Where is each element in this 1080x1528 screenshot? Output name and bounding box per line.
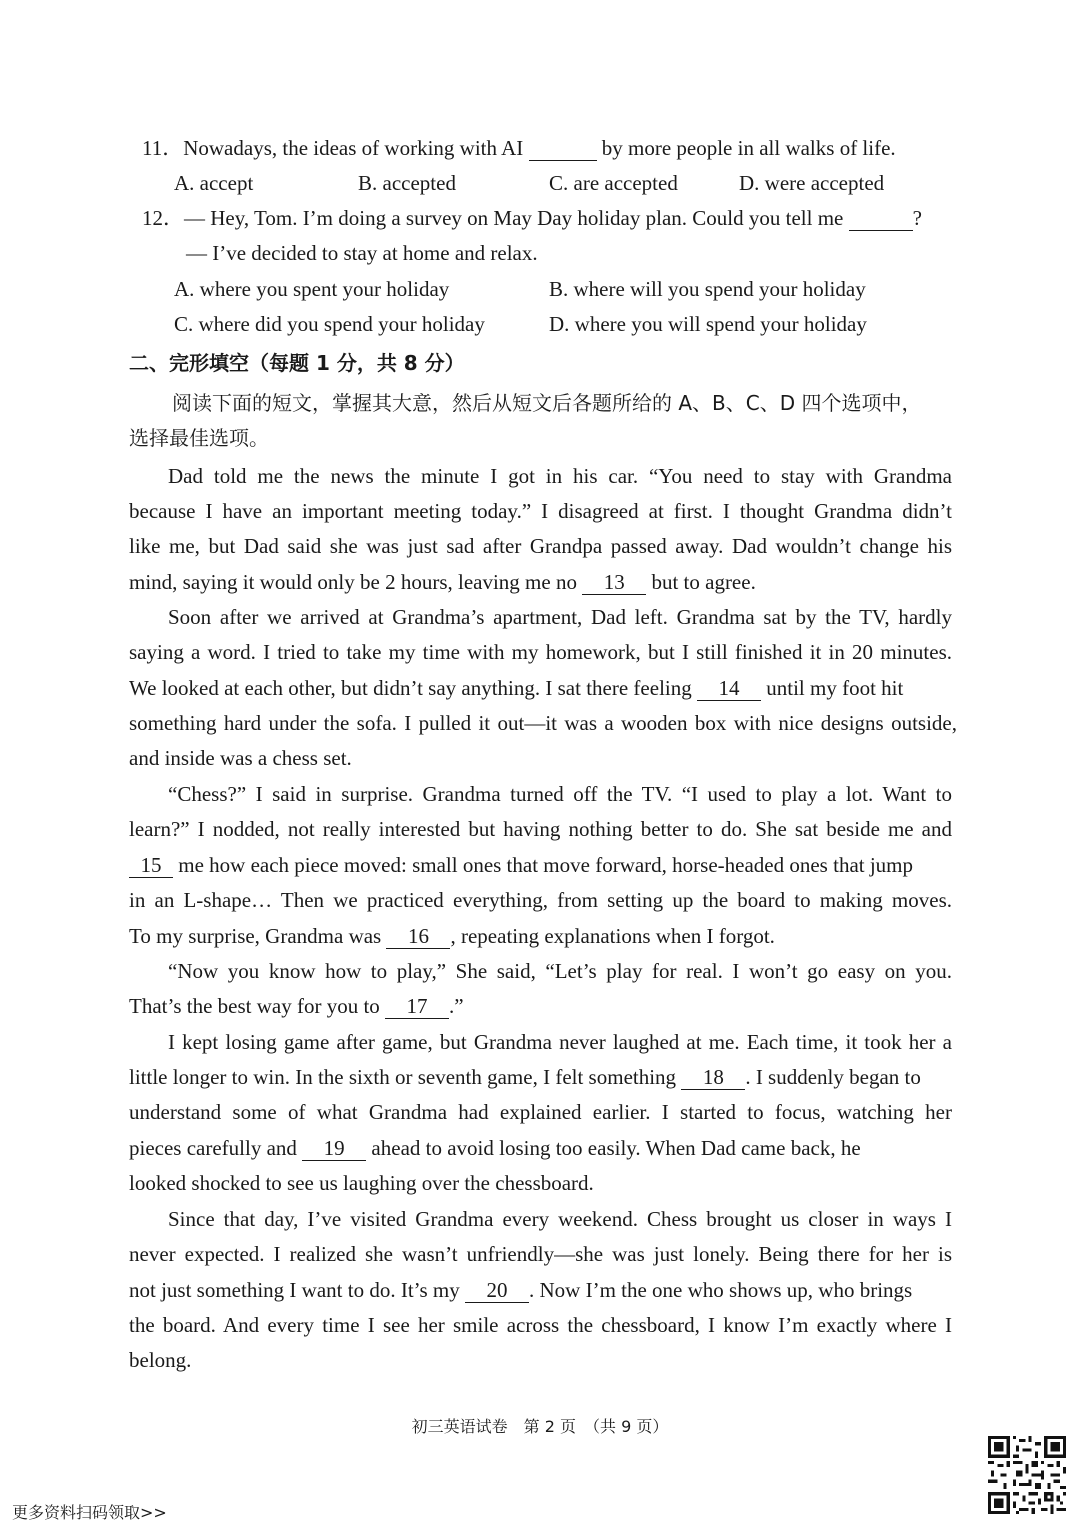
passage-text: , repeating explanations when I forgot. — [450, 924, 775, 948]
blank-19: 19 — [302, 1136, 366, 1161]
passage-line: understand some of what Grandma had explained earlier. I started to focus, watching her — [129, 1100, 952, 1124]
promo-link[interactable]: 更多资料扫码领取>> — [12, 1503, 167, 1522]
passage-line: like me, but Dad said she was just sad after Grandpa passed away. Dad wouldn’t change his — [129, 534, 952, 558]
passage-line: belong. — [129, 1348, 192, 1372]
page-footer: 初三英语试卷 第 2 页 （共 9 页） — [411, 1417, 669, 1436]
q11-stem-after: by more people in all walks of life. — [601, 136, 896, 160]
passage-text: mind, saying it would only be 2 hours, leaving me no — [129, 570, 577, 594]
passage-text: me how each piece moved: small ones that move forward, horse-headed ones that jump — [178, 853, 914, 877]
q12-option-b: B. where will you spend your holiday — [549, 277, 866, 301]
blank-20: 20 — [465, 1278, 529, 1303]
passage-line: because I have an important meeting today.” I disagreed at first. I thought Grandma didn’t — [129, 499, 952, 523]
q11-blank — [529, 136, 597, 161]
passage-line: never expected. I realized she wasn’t unfriendly—she was just lonely. Being there for her is — [129, 1242, 952, 1266]
blank-17: 17 — [385, 994, 449, 1019]
passage-line: Dad told me the news the minute I got in his car. “You need to stay with Grandma — [168, 464, 952, 488]
passage-line — [129, 1063, 921, 1091]
q12-blank — [849, 206, 913, 231]
q12-stem-after: ? — [912, 206, 922, 230]
section-title: 二、完形填空（每题 1 分，共 8 分） — [129, 351, 465, 375]
passage-line: Since that day, I’ve visited Grandma every weekend. Chess brought us closer in ways I — [168, 1207, 952, 1231]
passage-line — [129, 674, 903, 702]
passage-line — [129, 851, 913, 879]
q12-stem — [142, 204, 922, 232]
passage-text: but to agree. — [651, 570, 756, 594]
passage-line: something hard under the sofa. I pulled it out—it was a wooden box with nice designs outside, — [129, 711, 957, 735]
passage-text: That’s the best way for you to — [129, 994, 380, 1018]
passage-line: in an L-shape… Then we practiced everything, from setting up the board to making moves. — [129, 888, 952, 912]
passage-line: “Now you know how to play,” She said, “Let’s play for real. I won’t go easy on you. — [168, 959, 952, 983]
passage-line: and inside was a chess set. — [129, 746, 352, 770]
passage-line: saying a word. I tried to take my time with my homework, but I still finished it in 20 minutes. — [129, 640, 952, 664]
passage-text: until my foot hit — [766, 676, 904, 700]
passage-line: Soon after we arrived at Grandma’s apartment, Dad left. Grandma sat by the TV, hardly — [168, 605, 952, 629]
passage-text: . I suddenly began to — [745, 1065, 921, 1089]
passage-text: little longer to win. In the sixth or seventh game, I felt something — [129, 1065, 677, 1089]
qr-code-icon[interactable] — [988, 1436, 1066, 1514]
passage-line: the board. And every time I see her smile across the chessboard, I know I’m exactly where I — [129, 1313, 952, 1337]
passage-text: pieces carefully and — [129, 1136, 297, 1160]
blank-13: 13 — [582, 570, 646, 595]
blank-14: 14 — [697, 676, 761, 701]
passage-line — [129, 922, 775, 950]
passage-text: ahead to avoid losing too easily. When Dad came back, he — [371, 1136, 861, 1160]
passage-line: looked shocked to see us laughing over the chessboard. — [129, 1171, 594, 1195]
blank-15: 15 — [129, 853, 173, 878]
passage-line: learn?” I nodded, not really interested but having nothing better to do. She sat beside me and — [129, 817, 952, 841]
section-instruction-line1: 阅读下面的短文，掌握其大意，然后从短文后各题所给的 A、B、C、D 四个选项中， — [172, 391, 922, 415]
q11-option-d: D. were accepted — [739, 171, 885, 195]
q12-stem-before: 12．— Hey, Tom. I’m doing a survey on May Day holiday plan. Could you tell me — [142, 206, 844, 230]
q12-reply: — I’ve decided to stay at home and relax. — [186, 241, 538, 265]
q11-option-b: B. accepted — [358, 171, 456, 195]
blank-18: 18 — [681, 1065, 745, 1090]
passage-line — [129, 1134, 861, 1162]
q12-option-c: C. where did you spend your holiday — [174, 312, 485, 336]
section-instruction-line2: 选择最佳选项。 — [129, 426, 269, 450]
q11-stem — [142, 134, 896, 162]
q12-option-a: A. where you spent your holiday — [174, 277, 450, 301]
passage-line — [129, 992, 464, 1020]
passage-text: not just something I want to do. It’s my — [129, 1278, 460, 1302]
passage-line — [129, 1276, 912, 1304]
passage-line: I kept losing game after game, but Grandma never laughed at me. Each time, it took her a — [168, 1030, 952, 1054]
passage-text: To my surprise, Grandma was — [129, 924, 382, 948]
blank-16: 16 — [386, 924, 450, 949]
q11-stem-before: 11．Nowadays, the ideas of working with AI — [142, 136, 524, 160]
q11-option-c: C. are accepted — [549, 171, 678, 195]
passage-line: “Chess?” I said in surprise. Grandma turned off the TV. “I used to play a lot. Want to — [168, 782, 952, 806]
passage-line — [129, 568, 756, 596]
q11-option-a: A. accept — [174, 171, 254, 195]
passage-text: We looked at each other, but didn’t say anything. I sat there feeling — [129, 676, 692, 700]
q12-option-d: D. where you will spend your holiday — [549, 312, 867, 336]
passage-text: .” — [449, 994, 464, 1018]
passage-text: . Now I’m the one who shows up, who brings — [529, 1278, 913, 1302]
